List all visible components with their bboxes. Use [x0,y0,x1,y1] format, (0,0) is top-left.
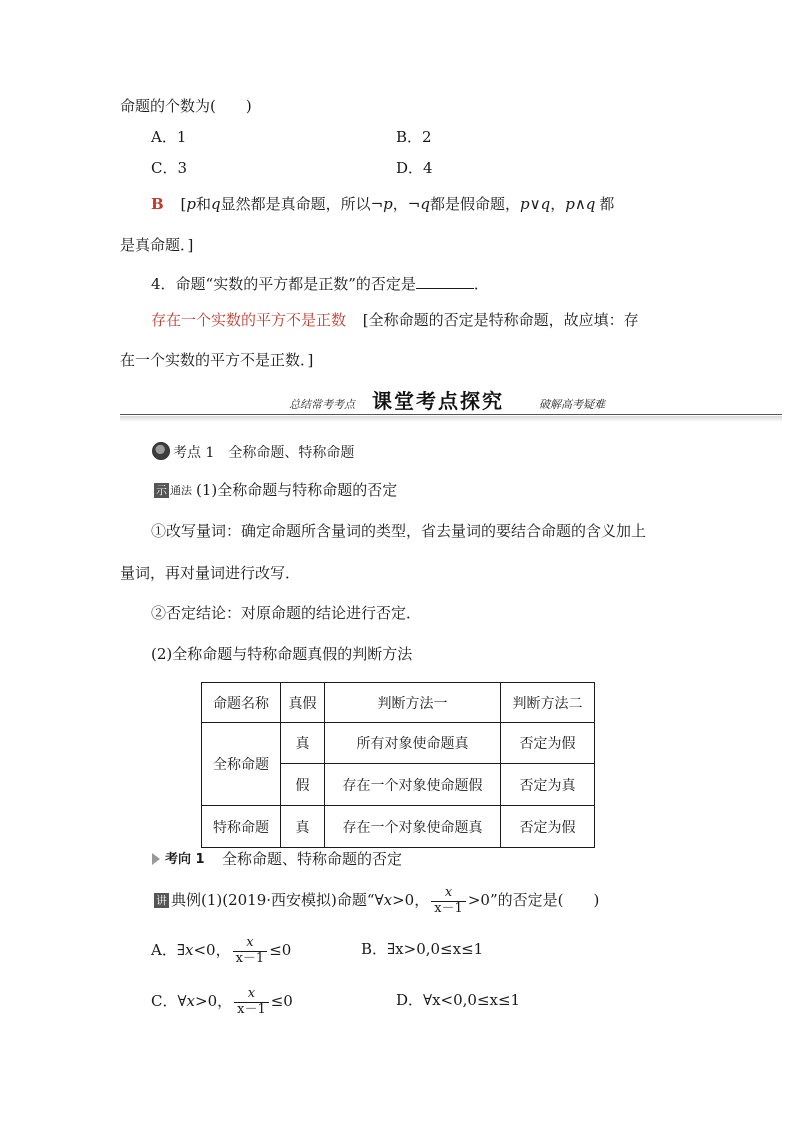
banner-shade [120,416,782,422]
q3-exp-sep: ， [392,195,408,213]
option-c-cond: >0， [195,992,233,1010]
fraction-denominator: x－1 [233,951,268,967]
method-p1-line2: 量词，再对量词进行改写． [120,564,301,582]
example-option-d[interactable]: D．∀x<0,0≤x≤1 [396,991,521,1009]
q3-exp-tail: 都 [599,195,615,213]
q4-stem [151,276,489,292]
option-a-post: ≤0 [269,941,292,959]
fraction-numerator: x [247,985,256,1001]
fraction-denominator: x－1 [431,901,466,917]
judgment-table [201,682,595,848]
example-tag-icon: 讲 [156,894,167,907]
example-stem-pre: 典例(1)(2019·西安模拟)命题“∀ [171,891,384,909]
banner-right-text: 破解高考疑难 [539,398,605,411]
q3-option-b[interactable]: B．2 [396,128,432,146]
q3-exp-and: 和 [195,195,211,213]
q3-option-c[interactable]: C．3 [151,159,188,177]
q3-exp-p2: p [383,195,393,213]
table-header-cell: 判断方法一 [325,683,501,723]
q3-exp-p: p [186,195,196,213]
kaoxiang-label: 考向 1 [165,852,205,867]
q4-exp-line1: [全称命题的否定是特称命题，故应填：存 [362,311,639,329]
option-a-cond: <0， [193,941,231,959]
banner-rule [120,414,782,415]
q3-exp-neg-q-sym: ¬ [407,195,421,213]
q3-exp-bracket: [ [180,195,187,213]
method-title: (1)全称命题与特称命题的否定 [196,481,398,499]
table-cell: 所有对象使命题真 [325,723,501,764]
option-c-x: x [186,992,195,1010]
table-cell: 否定为真 [501,764,595,806]
option-c-post: ≤0 [270,992,293,1010]
table-cell: 否定为假 [501,723,595,764]
table-header-cell: 真假 [281,683,325,723]
q3-exp-sep2: ， [550,195,566,213]
q4-answer: 存在一个实数的平方不是正数 [151,311,347,329]
method-tag-icon: 示 [156,484,167,497]
q3-exp-neg-p-sym: ¬ [370,195,384,213]
kaodian-bullet-icon [152,442,170,460]
banner-title: 课堂考点探究 [372,389,504,413]
banner-left-text: 总结常考考点 [289,398,355,411]
example-option-a[interactable] [151,934,291,966]
table-cell: 真 [281,806,325,848]
q3-exp-andsym: ∧ [574,195,586,213]
table-cell: 否定为假 [501,806,595,848]
fraction-numerator: x [444,884,453,900]
table-header-cell: 判断方法二 [501,683,595,723]
q4-stem-text: 4．命题“实数的平方都是正数”的否定是 [151,275,416,293]
kaoxiang-triangle-icon [152,853,160,865]
q3-exp-mid: 显然都是真命题，所以 [220,195,371,213]
q3-explanation [151,197,614,212]
q3-exp-or: ∨ [529,195,541,213]
kaoxiang-title: 全称命题、特称命题的否定 [222,850,403,868]
table-cell: 真 [281,723,325,764]
q4-stem-end: ． [473,275,489,293]
table-cell: 存在一个对象使命题真 [325,806,501,848]
q3-stem-tail: 命题的个数为( ) [120,97,252,115]
q3-exp-p3: p [519,195,530,213]
method-tag-suffix: 通法 [170,484,192,497]
option-a-x: x [184,941,194,959]
q3-exp-rest: 都是假命题， [429,195,520,213]
table-group-cell: 全称命题 [202,723,281,806]
q3-answer: B [151,195,164,213]
option-a-pre: A．∃ [151,941,185,959]
table-header-cell: 命题名称 [202,683,281,723]
q4-explanation [151,313,639,328]
q3-exp-q2: q [420,195,430,213]
fraction-numerator: x [246,934,254,950]
q4-explanation-line2: 在一个实数的平方不是正数．] [120,351,314,369]
option-c-pre: C．∀ [151,992,187,1010]
example-option-b[interactable]: B．∃x>0,0≤x≤1 [361,940,484,958]
fraction-denominator: x－1 [234,1002,269,1018]
example-stem-post: >0”的否定是( ) [467,891,600,909]
q3-option-d[interactable]: D．4 [396,159,433,177]
q3-exp-q3: q [540,195,551,213]
table-row [202,806,595,848]
kaodian-label: 考点 1 全称命题、特称命题 [173,445,355,461]
example-fraction [431,886,466,917]
q3-exp-p4: p [565,195,575,213]
q4-answer-blank[interactable] [416,276,474,289]
method-p2: ②否定结论：对原命题的结论进行否定． [151,604,422,622]
q3-exp-q4: q [585,195,596,213]
table-group-cell: 特称命题 [202,806,281,848]
table-cell: 存在一个对象使命题假 [325,764,501,806]
example-stem [171,884,599,916]
option-a-fraction [233,936,268,967]
q3-explanation-line2: 是真命题．] [120,236,194,254]
table-row [202,723,595,764]
method-p1-line1: ①改写量词：确定命题所含量词的类型，省去量词的要结合命题的含义加上 [151,522,647,540]
q3-exp-q: q [210,195,221,213]
example-var-x: x [383,891,393,909]
q3-option-a[interactable]: A．1 [151,128,187,146]
method-sub2: (2)全称命题与特称命题真假的判断方法 [151,645,413,663]
table-header-row [202,683,595,723]
option-c-fraction [234,987,269,1018]
example-cond: >0， [392,891,430,909]
example-option-c[interactable] [151,985,293,1017]
table-cell: 假 [281,764,325,806]
